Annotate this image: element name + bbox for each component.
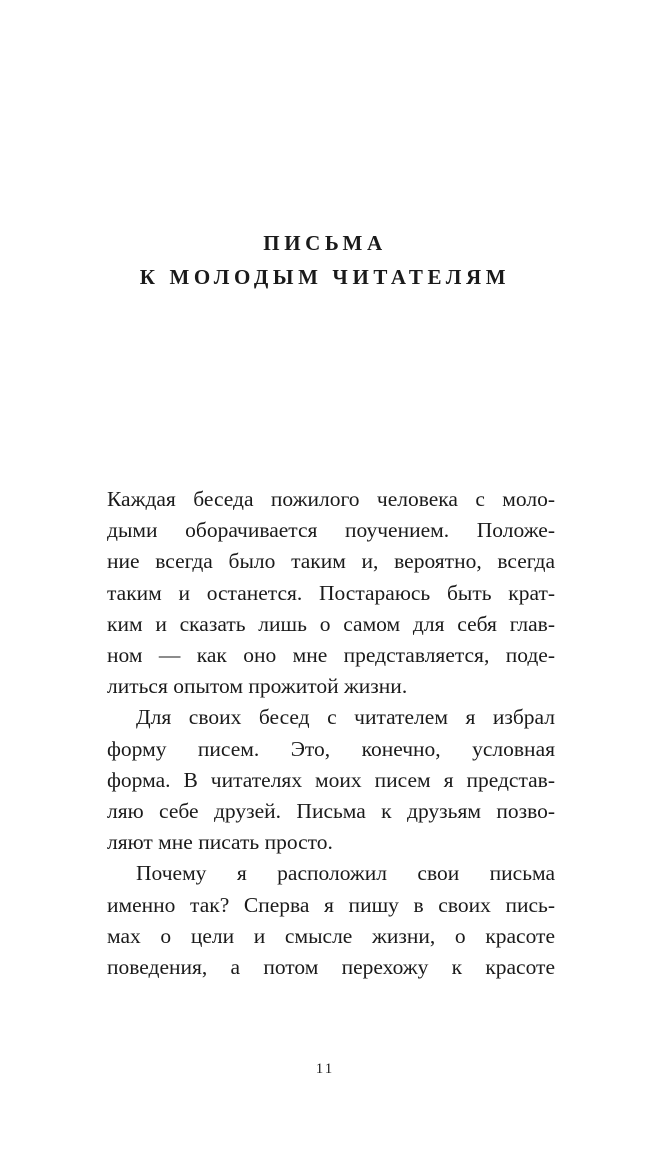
text-line: форму писем. Это, конечно, условная: [107, 736, 555, 761]
text-line: Почему я расположил свои письма: [136, 861, 555, 886]
text-line: таким и останется. Постараюсь быть крат-: [107, 580, 555, 605]
text-line: поведения, а потом перехожу к красоте: [107, 955, 555, 980]
text-line: мах о цели и смысле жизни, о красоте: [107, 923, 555, 948]
paragraph-3: [107, 858, 555, 983]
text-line: дыми оборачивается поучением. Положе-: [107, 518, 555, 543]
text-line: именно так? Сперва я пишу в своих пись-: [107, 892, 555, 917]
text-line: ким и сказать лишь о самом для себя глав-: [107, 611, 555, 636]
text-line: Каждая беседа пожилого человека с моло-: [107, 487, 555, 511]
text-line: литься опытом прожитой жизни.: [107, 674, 408, 699]
paragraph-1: [107, 484, 555, 702]
chapter-heading-line-2: К МОЛОДЫМ ЧИТАТЕЛЯМ: [139, 265, 511, 289]
text-line: ляют мне писать просто.: [107, 830, 333, 855]
text-line: ние всегда было таким и, вероятно, всегда: [107, 549, 555, 574]
page-number: 11: [315, 1061, 335, 1077]
chapter-heading-line-1: ПИСЬМА: [263, 231, 387, 255]
text-line: ляю себе друзей. Письма к друзьям позво-: [107, 799, 555, 824]
text-line: форма. В читателях моих писем я представ-: [107, 767, 555, 792]
body-text: [107, 484, 555, 983]
text-line: Для своих бесед с читателем я избрал: [136, 705, 555, 730]
text-line: ном — как оно мне представляется, поде-: [107, 643, 555, 668]
paragraph-2: [107, 702, 555, 858]
chapter-heading: [0, 226, 650, 294]
